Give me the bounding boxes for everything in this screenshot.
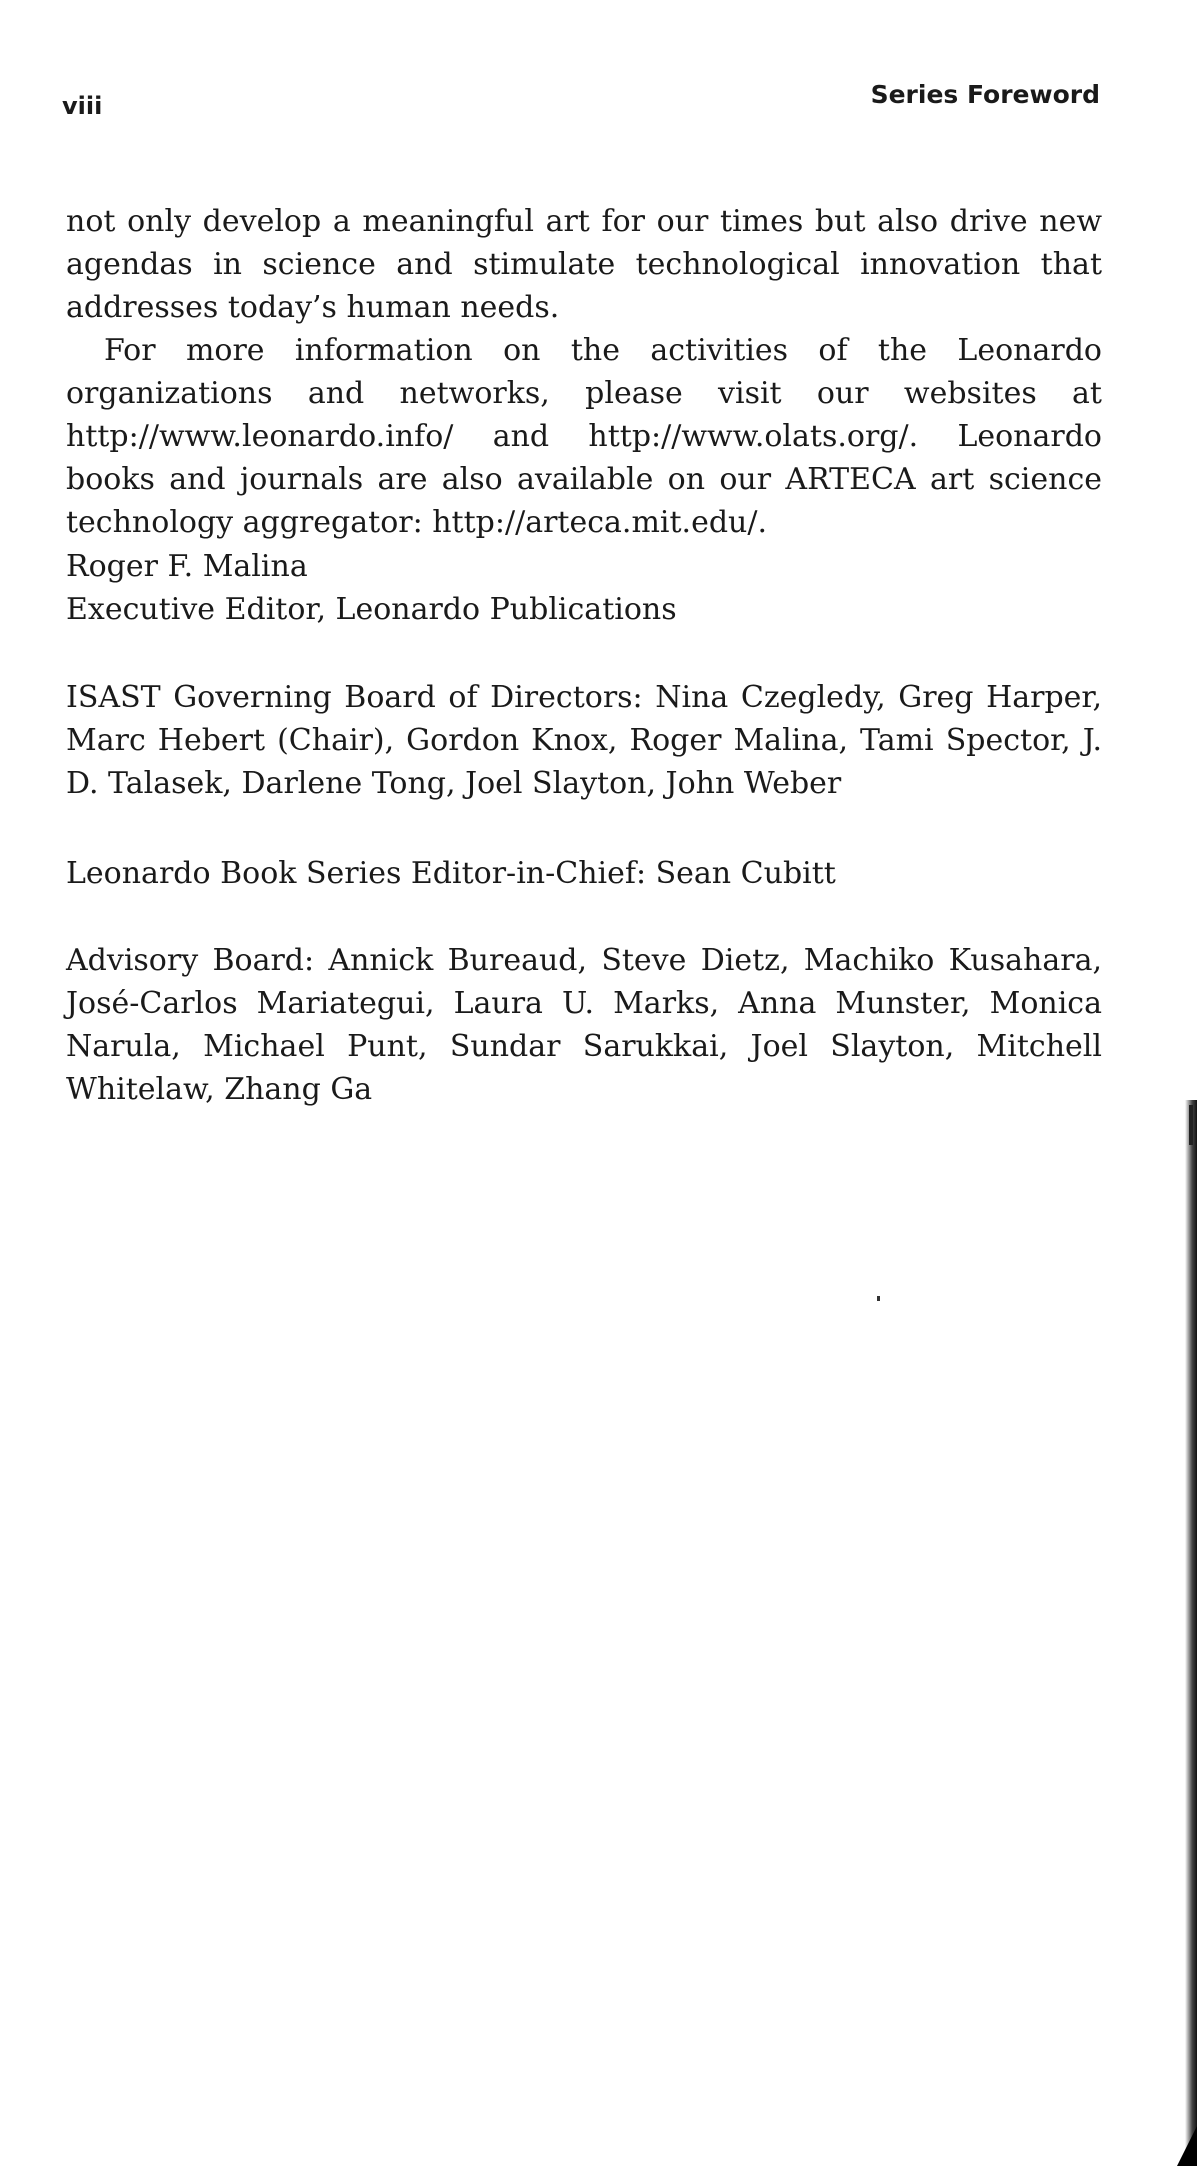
- signature-name: Roger F. Malina: [66, 549, 308, 584]
- series-editor: [66, 852, 1102, 895]
- advisory-board: [66, 939, 1102, 1111]
- series-editor-text: Leonardo Book Series Editor-in-Chief: Sean Cubitt: [66, 856, 836, 891]
- paragraph: not only develop a meaningful art for our times but also drive new agendas in science and stimulate technological innovation that addresses today’s human needs.: [66, 204, 1102, 325]
- scan-edge-mark: [1189, 1105, 1193, 1145]
- scan-edge-shadow: [1185, 1100, 1197, 2166]
- advisory-board-text: Advisory Board: Annick Bureaud, Steve Dietz, Machiko Kusahara, José-Carlos Mariategui, Laura U. Marks, Anna Munster, Monica Narula, Michael Punt, Sundar Sarukkai, Joel Slayton, Mitchell Whitelaw, Zhang Ga: [66, 943, 1102, 1107]
- scan-speck: [877, 1296, 880, 1301]
- governing-board: [66, 676, 1102, 805]
- scan-corner-wedge: [1177, 2126, 1197, 2166]
- page-number: viii: [62, 92, 103, 120]
- signature-title: Executive Editor, Leonardo Publications: [66, 592, 677, 627]
- foreword-closing-text: [66, 200, 1102, 544]
- signature-block: [66, 545, 1102, 631]
- governing-board-text: ISAST Governing Board of Directors: Nina Czegledy, Greg Harper, Marc Hebert (Chair), Gordon Knox, Roger Malina, Tami Spector, J. D. Talasek, Darlene Tong, Joel Slayton, John Weber: [66, 680, 1102, 801]
- paragraph: For more information on the activities of the Leonardo organizations and networks, please visit our websites at http://www.leonardo.info/ and http://www.olats.org/. Leonardo books and journals are also available on our ARTECA art science technology aggregator: http://arteca.mit.edu/.: [66, 333, 1102, 540]
- running-head: Series Foreword: [870, 80, 1100, 109]
